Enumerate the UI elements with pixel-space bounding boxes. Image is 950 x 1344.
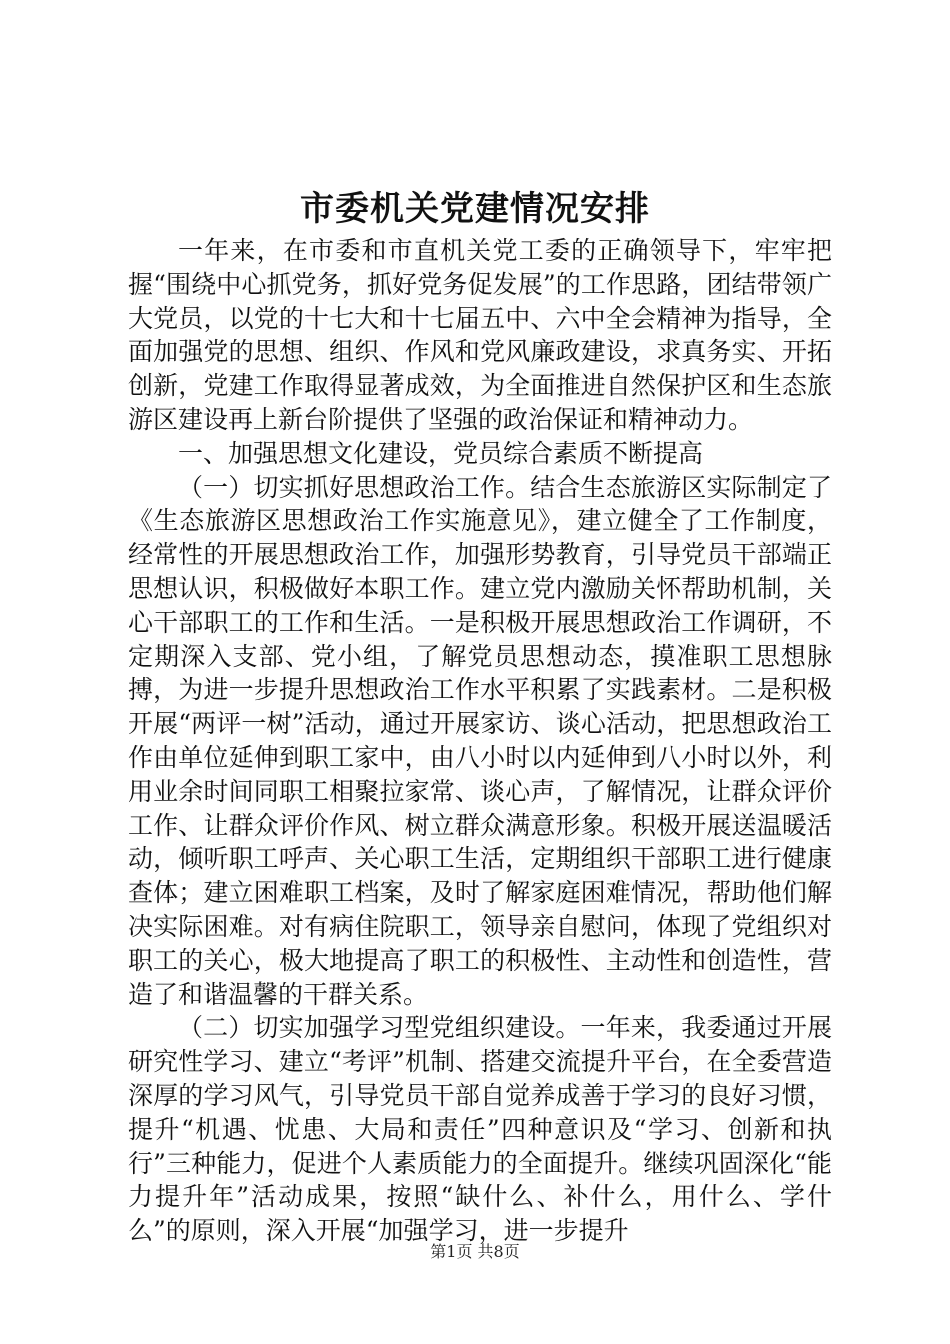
- intro-paragraph: 一年来，在市委和市直机关党工委的正确领导下，牢牢把握“围绕中心抓党务，抓好党务促发展”的工作思路，团结带领广大党员，以党的十七大和十七届五中、六中全会精神为指导，全面加强党的思想、组织、作风和党风廉政建设，求真务实、开拓创新，党建工作取得显著成效，为全面推进自然保护区和生态旅游区建设再上新台阶提供了坚强的政治保证和精神动力。: [128, 236, 832, 434]
- subsection-paragraph-1: （一）切实抓好思想政治工作。结合生态旅游区实际制定了《生态旅游区思想政治工作实施意见》，建立健全了工作制度，经常性的开展思想政治工作，加强形势教育，引导党员干部端正思想认识，积极做好本职工作。建立党内激励关怀帮助机制，关心干部职工的工作和生活。一是积极开展思想政治工作调研，不定期深入支部、党小组，了解党员思想动态，摸准职工思想脉搏，为进一步提升思想政治工作水平积累了实践素材。二是积极开展“两评一树”活动，通过开展家访、谈心活动，把思想政治工作由单位延伸到职工家中，由八小时以内延伸到八小时以外，利用业余时间同职工相聚拉家常、谈心声，了解情况，让群众评价工作、让群众评价作风、树立群众满意形象。积极开展送温暖活动，倾听职工呼声、关心职工生活，定期组织干部职工进行健康查体；建立困难职工档案，及时了解家庭困难情况，帮助他们解决实际困难。对有病住院职工，领导亲自慰问，体现了党组织对职工的关心，极大地提高了职工的积极性、主动性和创造性，营造了和谐温馨的干群关系。: [128, 472, 832, 1009]
- section-heading-1: 一、加强思想文化建设，党员综合素质不断提高: [178, 438, 704, 468]
- document-title: 市委机关党建情况安排: [300, 189, 650, 229]
- document-body: [128, 234, 832, 1248]
- page-footer: 第1页 共8页: [430, 1242, 520, 1261]
- subsection-paragraph-2: （二）切实加强学习型党组织建设。一年来，我委通过开展研究性学习、建立“考评”机制、搭建交流提升平台，在全委营造深厚的学习风气，引导党员干部自觉养成善于学习的良好习惯，提升“机遇、忧患、大局和责任”四种意识及“学习、创新和执行”三种能力，促进个人素质能力的全面提升。继续巩固深化“能力提升年”活动成果，按照“缺什么、补什么，用什么、学什么”的原则，深入开展“加强学习，进一步提升: [128, 1013, 832, 1246]
